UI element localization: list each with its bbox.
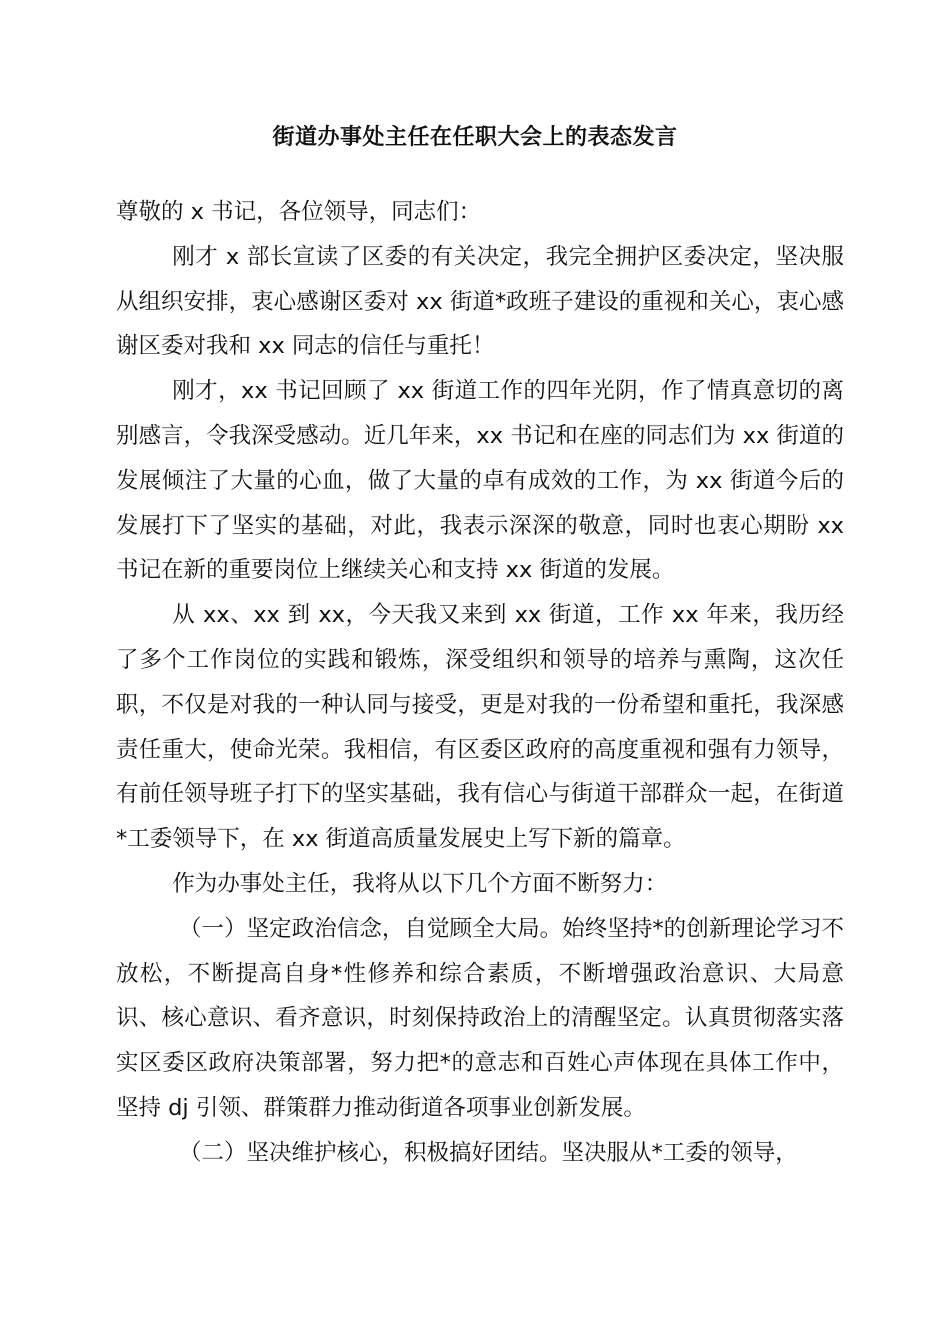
paragraph-personal-commitment: 从 xx、xx 到 xx，今天我又来到 xx 街道，工作 xx 年来，我历经了多个工作岗位的实践和锻炼，深受组织和领导的培养与熏陶，这次任职，不仅是对我的一种认同与接受，更是对我的一份希望和重托，我深感责任重大，使命光荣。我相信，有区委区政府的高度重视和强有力领导，有前任领导班子打下的坚实基础，我有信心与街道干部群众一起，在街道*工委领导下，在 xx 街道高质量发展史上写下新的篇章。 (116, 602, 844, 853)
document-title: 街道办事处主任在任职大会上的表态发言 (272, 125, 678, 150)
paragraph-support-decision: 刚才 x 部长宣读了区委的有关决定，我完全拥护区委决定，坚决服从组织安排，衷心感谢区委对 xx 街道*政班子建设的重视和关心，衷心感谢区委对我和 xx 同志的信任与重托！ (116, 243, 844, 360)
paragraph-plan-intro: 作为办事处主任，我将从以下几个方面不断努力： (172, 870, 668, 897)
paragraph-point-two: （二）坚决维护核心，积极搞好团结。坚决服从*工委的领导， (179, 1139, 798, 1166)
greeting-line: 尊敬的 x 书记，各位领导，同志们： (116, 199, 482, 225)
paragraph-point-one: （一）坚定政治信念，自觉顾全大局。始终坚持*的创新理论学习不放松，不断提高自身*性修养和综合素质，不断增强政治意识、大局意识、核心意识、看齐意识，时刻保持政治上的清醒坚定。认真贯彻落实落实区委区政府决策部署，努力把*的意志和百姓心声体现在具体工作中，坚持 dj 引领、群策群力推动街道各项事业创新发展。 (116, 915, 844, 1121)
document-body (116, 190, 844, 1176)
paragraph-thanks-predecessor: 刚才，xx 书记回顾了 xx 街道工作的四年光阴，作了情真意切的离别感言，令我深受感动。近几年来，xx 书记和在座的同志们为 xx 街道的发展倾注了大量的心血，做了大量的卓有成效的工作，为 xx 街道今后的发展打下了坚实的基础，对此，我表示深深的敬意，同时也衷心期盼 xx 书记在新的重要岗位上继续关心和支持 xx 街道的发展。 (116, 378, 844, 584)
